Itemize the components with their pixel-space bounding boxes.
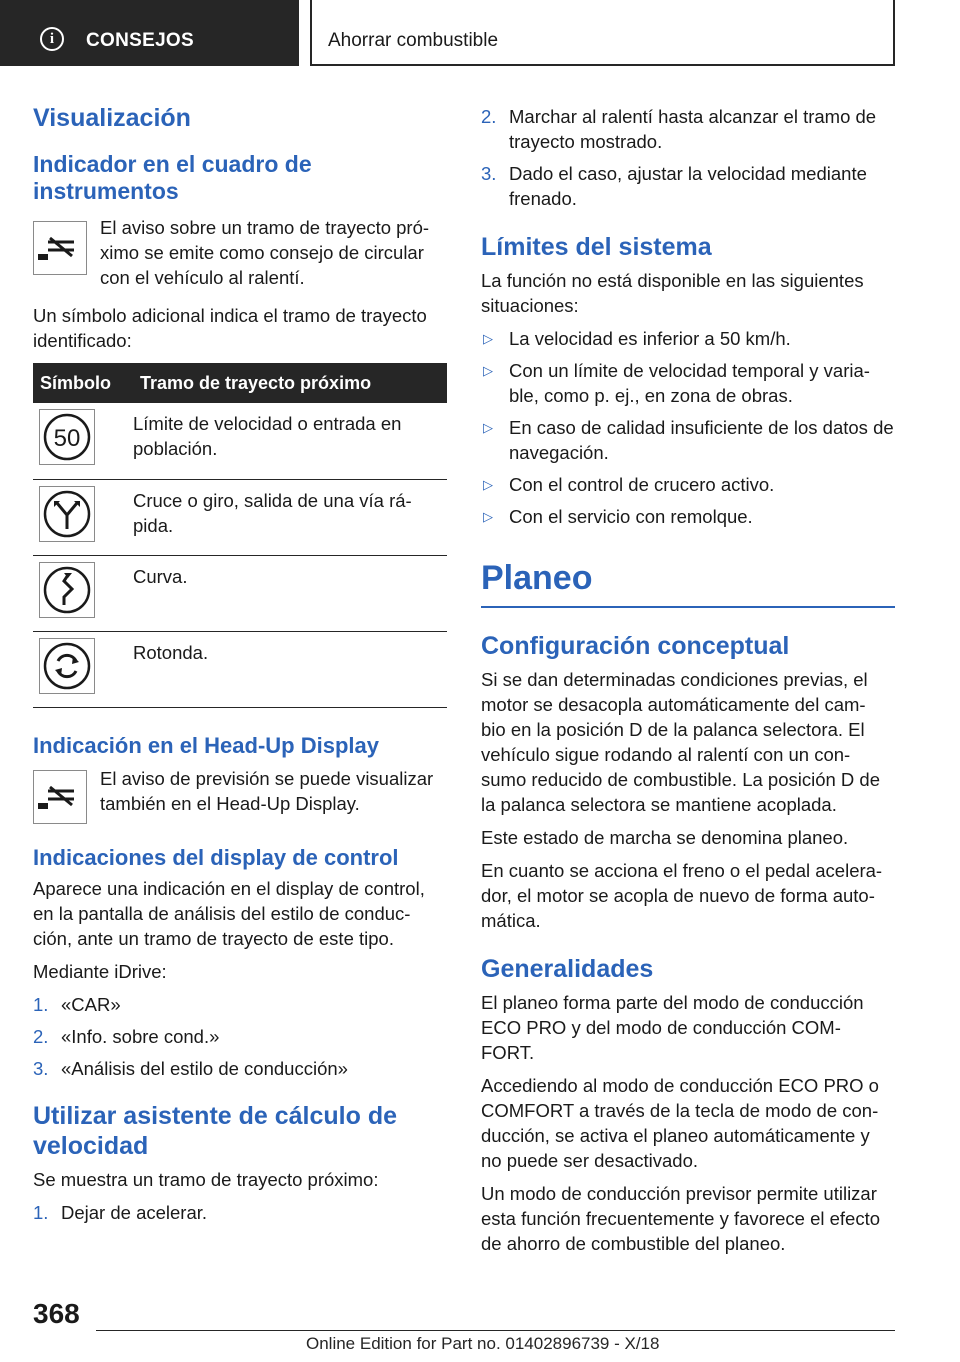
paragraph-config-2: Este estado de marcha se denomina planeo. — [481, 827, 849, 848]
table-row — [33, 631, 447, 707]
car-glide-icon — [33, 770, 87, 824]
left-column — [33, 100, 447, 1225]
junction-exit-icon — [39, 486, 95, 542]
paragraph-simbolo: Un símbolo adicional indica el tramo de trayecto identificado: — [33, 305, 427, 351]
table-cell: Cruce o giro, salida de una vía rá- pida. — [133, 479, 447, 555]
car-glide-icon — [33, 221, 87, 275]
chapter-title-box — [310, 0, 895, 66]
paragraph-idrive: Mediante iDrive: — [33, 960, 167, 982]
table-row — [33, 403, 447, 479]
roundabout-icon — [39, 638, 95, 694]
footer-edition: Online Edition for Part no. 01402896739 - X/18 — [306, 1334, 660, 1353]
bullet-icon: ▷ — [483, 363, 493, 378]
list-item: 2. «Info. sobre cond.» — [33, 1025, 220, 1047]
curve-icon — [39, 562, 95, 618]
bullet-icon: ▷ — [483, 477, 493, 492]
right-column — [481, 104, 895, 1256]
list-item: ▷ La velocidad es inferior a 50 km/h. — [483, 328, 791, 349]
table-row — [33, 479, 447, 555]
table-cell: Rotonda. — [133, 631, 447, 707]
note-cuadro — [33, 215, 447, 295]
table-header: Tramo de trayecto próximo — [133, 363, 447, 403]
list-item: 3. Dado el caso, ajustar la velocidad mediante frenado. — [481, 163, 867, 209]
page-header — [0, 0, 960, 66]
bullet-icon: ▷ — [483, 420, 493, 435]
idrive-steps — [33, 992, 447, 1081]
heading-asistente: Utilizar asistente de cálculo de velocidad — [33, 1101, 398, 1160]
table-row — [33, 555, 447, 631]
list-item: 2. Marchar al ralentí hasta alcanzar el tramo de trayecto mostrado. — [481, 106, 877, 152]
chapter-title: Ahorrar combustible — [328, 30, 499, 51]
table-header-row — [33, 363, 447, 403]
list-item: ▷ Con el control de crucero activo. — [483, 474, 775, 495]
limites-list — [481, 326, 895, 529]
section-rule — [481, 559, 895, 608]
paragraph-limites: La función no está disponible en las siguientes situaciones: — [481, 270, 864, 316]
footer-divider — [96, 1330, 895, 1331]
bullet-icon: ▷ — [483, 509, 493, 524]
list-item: 1. «CAR» — [33, 993, 121, 1015]
table-cell: Curva. — [133, 555, 447, 631]
list-item: 1. Dejar de acelerar. — [33, 1201, 208, 1223]
speed-limit-value: 50 — [53, 425, 81, 452]
heading-control: Indicaciones del display de control — [33, 844, 399, 870]
table-cell: Límite de velocidad o entrada en población. — [133, 403, 447, 479]
heading-visualizacion: Visualización — [33, 104, 191, 132]
asistente-steps-cont — [481, 104, 895, 211]
page-number: 368 — [33, 1298, 80, 1329]
note-cuadro-text: El aviso sobre un tramo de trayecto pró- ximo se emite como consejo de circular con el vehículo al ralentí. — [100, 217, 430, 288]
heading-planeo: Planeo — [481, 559, 593, 597]
paragraph-gen-2: Accediendo al modo de conducción ECO PRO o COMFORT a través de la tecla de modo de con- ducción, se activa el planeo automáticamente y no puede ser desactivado. — [481, 1075, 879, 1171]
section-tab-label: CONSEJOS — [86, 30, 194, 51]
section-tab — [0, 0, 299, 66]
paragraph-control: Aparece una indicación en el display de control, en la pantalla de análisis del estilo de conduc- ción, ante un tramo de trayecto de este tipo. — [33, 877, 425, 949]
note-hud-text: El aviso de previsión se puede visualizar también en el Head-Up Display. — [100, 767, 434, 814]
list-item: 3. «Análisis del estilo de conducción» — [33, 1057, 348, 1079]
paragraph-gen-1: El planeo forma parte del modo de conducción ECO PRO y del modo de conducción COM- FORT. — [481, 992, 864, 1063]
paragraph-gen-3: Un modo de conducción previsor permite utilizar esta función frecuentemente y favorece el efecto de ahorro de combustible del planeo. — [481, 1183, 881, 1254]
heading-limites: Límites del sistema — [481, 233, 712, 261]
paragraph-config-1: Si se dan determinadas condiciones previas, el motor se desacopla automáticamente del cam- bio en la posición D de la palanca selectora. El vehículo sigue rodando al ralentí con un con- sumo reducido de combustible. La posición D de la palanca selectora se mantiene acoplada. — [481, 669, 881, 815]
asistente-steps — [33, 1200, 447, 1225]
list-item: ▷ Con un límite de velocidad temporal y varia- ble, como p. ej., en zona de obras. — [483, 360, 870, 406]
speed-limit-50-icon — [39, 409, 95, 465]
note-hud — [33, 766, 447, 840]
list-item: ▷ En caso de calidad insuficiente de los datos de navegación. — [483, 417, 894, 463]
heading-config: Configuración conceptual — [481, 632, 790, 660]
info-icon: i — [40, 27, 64, 51]
paragraph-asistente: Se muestra un tramo de trayecto próximo: — [33, 1168, 379, 1190]
symbol-table — [33, 363, 447, 708]
paragraph-config-3: En cuanto se acciona el freno o el pedal acelera- dor, el motor se acopla de nuevo de forma auto- mática. — [481, 860, 883, 931]
heading-hud: Indicación en el Head-Up Display — [33, 732, 379, 758]
bullet-icon: ▷ — [483, 331, 493, 346]
heading-cuadro: Indicador en el cuadro de instrumentos — [33, 151, 312, 204]
list-item: ▷ Con el servicio con remolque. — [483, 506, 753, 527]
table-header: Símbolo — [33, 363, 133, 403]
heading-generalidades: Generalidades — [481, 955, 654, 983]
